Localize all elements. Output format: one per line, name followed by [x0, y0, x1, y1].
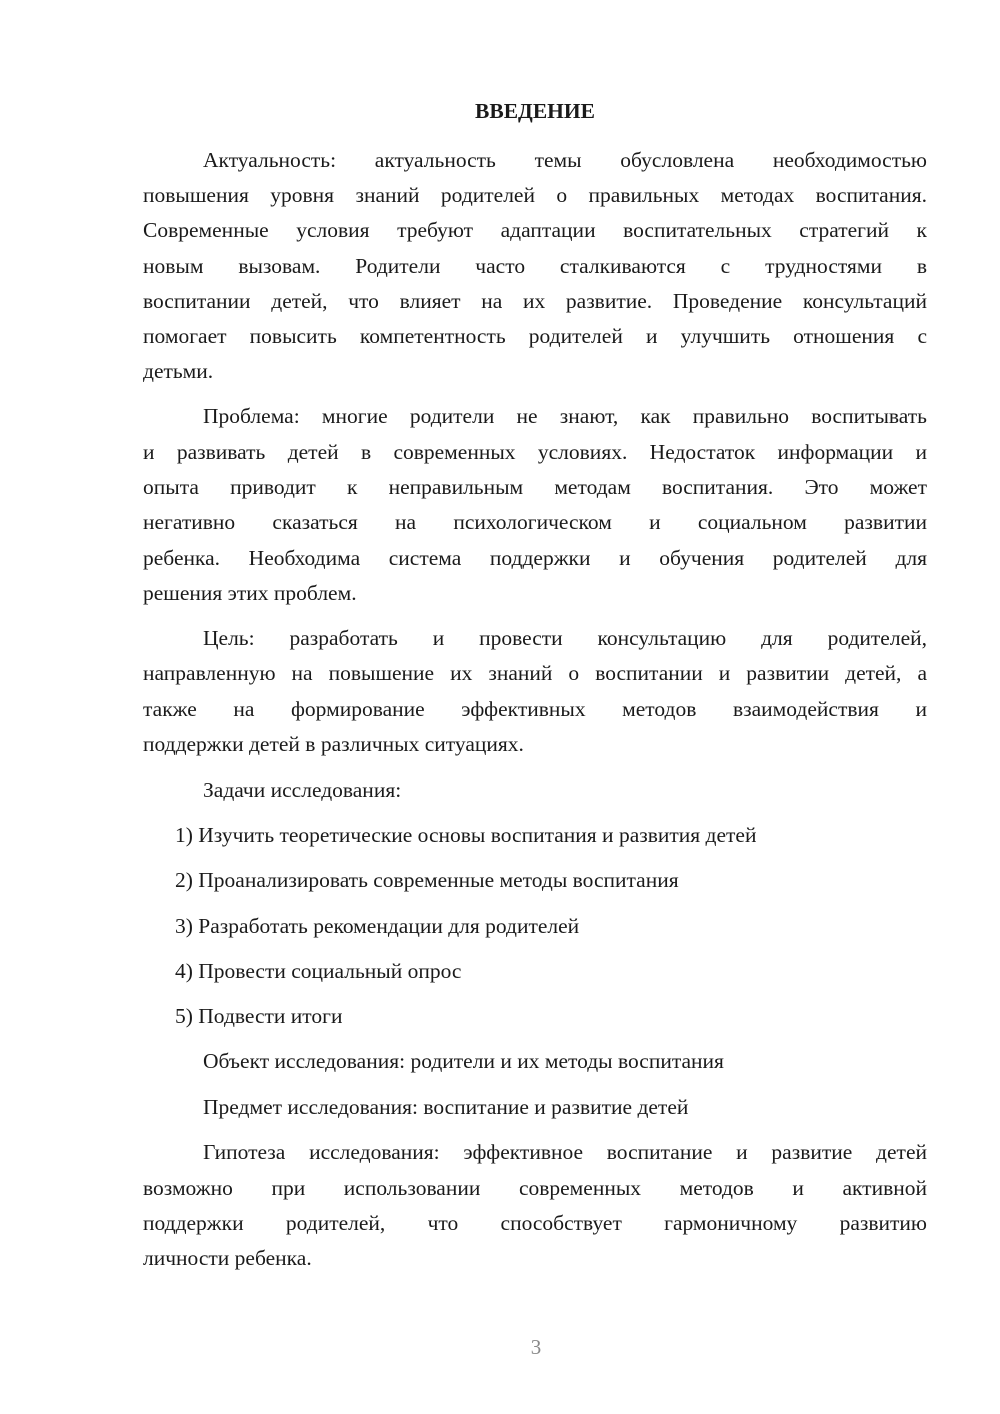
- problem-line: решения этих проблем.: [143, 581, 357, 605]
- problem-line: опыта приводит к неправильным методам воспитания. Это может: [143, 475, 927, 499]
- problem-line: негативно сказаться на психологическом и социальном развитии: [143, 510, 927, 534]
- hypothesis-line: возможно при использовании современных методов и активной: [143, 1176, 927, 1200]
- actuality-line: новым вызовам. Родители часто сталкиваются с трудностями в: [143, 254, 927, 278]
- problem-line: Проблема: многие родители не знают, как правильно воспитывать: [203, 404, 927, 428]
- actuality-line: помогает повысить компетентность родителей и улучшить отношения с: [143, 324, 927, 348]
- task-item: 5) Подвести итоги: [175, 1004, 343, 1028]
- hypothesis-line: поддержки родителей, что способствует гармоничному развитию: [143, 1211, 927, 1235]
- actuality-line: повышения уровня знаний родителей о правильных методах воспитания.: [143, 183, 927, 207]
- hypothesis-line: Гипотеза исследования: эффективное воспитание и развитие детей: [203, 1140, 927, 1164]
- actuality-line: воспитании детей, что влияет на их развитие. Проведение консультаций: [143, 289, 927, 313]
- goal-line: поддержки детей в различных ситуациях.: [143, 732, 524, 756]
- task-item: 3) Разработать рекомендации для родителей: [175, 914, 580, 938]
- goal-line: направленную на повышение их знаний о воспитании и развитии детей, а: [143, 661, 927, 685]
- task-item: 4) Провести социальный опрос: [175, 959, 462, 983]
- actuality-line: Современные условия требуют адаптации воспитательных стратегий к: [143, 218, 927, 242]
- task-item: 1) Изучить теоретические основы воспитания и развития детей: [175, 823, 757, 847]
- page-title: ВВЕДЕНИЕ: [475, 99, 595, 123]
- actuality-line: Актуальность: актуальность темы обусловлена необходимостью: [203, 148, 927, 172]
- task-item: 2) Проанализировать современные методы воспитания: [175, 868, 679, 892]
- hypothesis-line: личности ребенка.: [143, 1246, 312, 1270]
- problem-line: ребенка. Необходима система поддержки и обучения родителей для: [143, 546, 927, 570]
- page-number: 3: [530, 1335, 542, 1359]
- problem-line: и развивать детей в современных условиях. Недостаток информации и: [143, 440, 927, 464]
- research-object: Объект исследования: родители и их методы воспитания: [203, 1049, 724, 1073]
- goal-line: Цель: разработать и провести консультацию для родителей,: [203, 626, 927, 650]
- goal-line: также на формирование эффективных методов взаимодействия и: [143, 697, 927, 721]
- research-subject: Предмет исследования: воспитание и развитие детей: [203, 1095, 689, 1119]
- tasks-heading: Задачи исследования:: [203, 778, 402, 802]
- actuality-line: детьми.: [143, 359, 214, 383]
